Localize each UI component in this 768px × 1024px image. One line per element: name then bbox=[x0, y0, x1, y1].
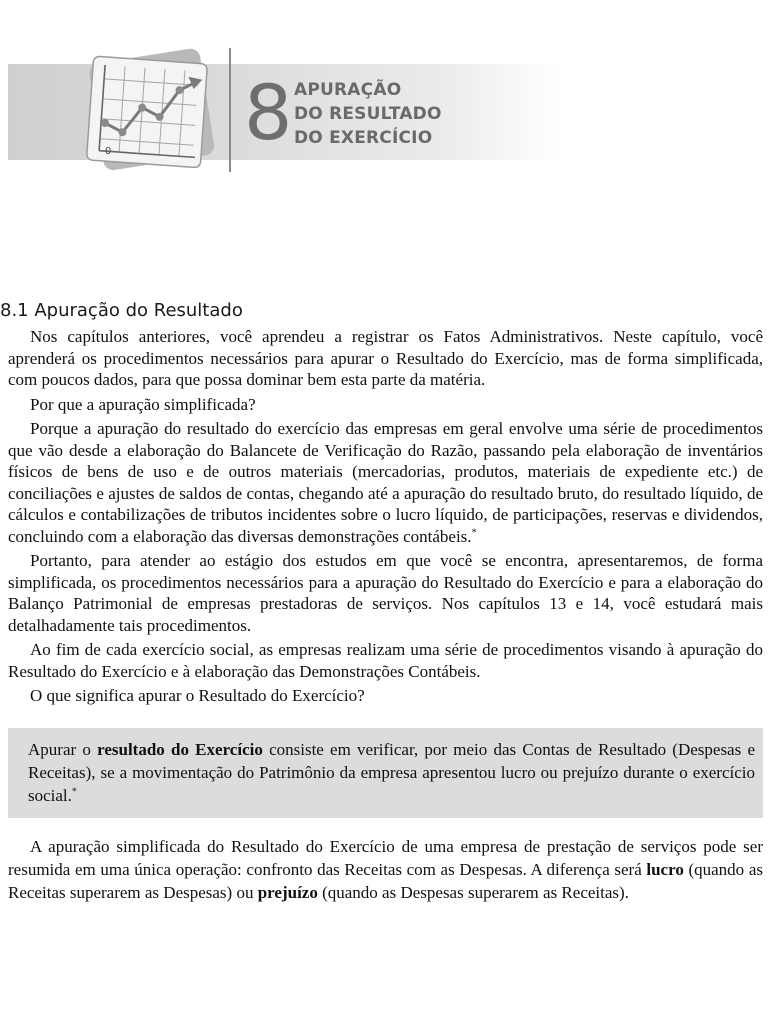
paragraph-year-end-text: Ao fim de cada exercício social, as empresas realizam uma série de procedimentos visando à apuração do Resultado do Exercício e à elaboração das Demonstrações Contábeis. bbox=[8, 640, 763, 681]
paragraph-intro-text: Nos capítulos anteriores, você aprendeu a registrar os Fatos Administrativos. Neste capítulo, você aprenderá os procedimentos necessários para apurar o Resultado do Exercício, mas de forma simplificada, com poucos dados, para que possa dominar bem esta parte da matéria. bbox=[8, 327, 763, 389]
footnote-mark: * bbox=[471, 526, 477, 538]
definition-box bbox=[8, 728, 763, 818]
paragraph-intro bbox=[8, 326, 763, 391]
paragraph-question-1-text: Por que a apuração simplificada? bbox=[30, 394, 256, 414]
body-text bbox=[8, 326, 763, 707]
paragraph-question-2 bbox=[8, 685, 763, 707]
chapter-title-line-2: DO RESULTADO bbox=[294, 104, 442, 124]
definition-lead: Apurar o bbox=[28, 740, 98, 759]
closing-text bbox=[8, 835, 763, 904]
chapter-header bbox=[0, 0, 768, 190]
closing-part-1: A apuração simplificada do Resultado do Exercício de uma empresa de prestação de serviços pode ser resumida em uma única operação: confronto das Receitas com as Despesas. A diferença será bbox=[8, 837, 763, 879]
definition-term: resultado do Exercício bbox=[97, 740, 263, 759]
closing-term-prejuizo: prejuízo bbox=[257, 883, 318, 902]
closing-part-2: (quando as Receitas superarem as Despesas) ou bbox=[8, 860, 763, 902]
definition-text bbox=[28, 738, 755, 807]
paragraph-explanation-text: Porque a apuração do resultado do exercício das empresas em geral envolve uma série de procedimentos que vão desde a elaboração do Balancete de Verificação do Razão, passando pela elaboração de inventários físicos de bens de uso e de outros materiais (mercadorias, produtos, materiais de expediente etc.) de conciliações e ajustes de saldos de contas, chegando até a apuração do resultado bruto, do resultado líquido, de cálculos e contabilizações de tributos incidentes sobre o lucro líquido, de participações, reservas e dividendos, concluindo com a elaboração das diversas demonstrações contábeis. bbox=[8, 419, 763, 546]
chapter-title-line-3: DO EXERCÍCIO bbox=[294, 128, 433, 148]
closing-term-lucro: lucro bbox=[646, 860, 684, 879]
paragraph-scope-text: Portanto, para atender ao estágio dos estudos em que você se encontra, apresentaremos, de forma simplificada, os procedimentos necessários para a apuração do Resultado do Exercício e para a elaboração do Balanço Patrimonial de empresas prestadoras de serviços. Nos capítulos 13 e 14, você estudará mais detalhadamente tais procedimentos. bbox=[8, 551, 763, 635]
paragraph-question-1 bbox=[8, 394, 763, 416]
paragraph-explanation bbox=[8, 418, 763, 547]
paragraph-question-2-text: O que significa apurar o Resultado do Exercício? bbox=[30, 686, 365, 705]
chapter-number: 8 bbox=[244, 68, 291, 157]
paragraph-closing bbox=[8, 835, 763, 904]
line-chart-icon bbox=[78, 46, 218, 176]
closing-part-3: (quando as Despesas superarem as Receitas). bbox=[317, 883, 629, 902]
paragraph-scope bbox=[8, 550, 763, 636]
header-divider bbox=[229, 48, 231, 172]
chapter-title bbox=[294, 78, 442, 150]
section-heading: 8.1 Apuração do Resultado bbox=[0, 300, 243, 321]
definition-footnote-mark: * bbox=[71, 786, 77, 798]
chart-icon-axis-label: 0 bbox=[105, 146, 112, 157]
definition-rest: consiste em verificar, por meio das Contas de Resultado (Despesas e Receitas), se a movimentação do Patrimônio da empresa apresentou lucro ou prejuízo durante o exercício social. bbox=[28, 740, 755, 805]
paragraph-year-end bbox=[8, 639, 763, 682]
chapter-title-line-1: APURAÇÃO bbox=[294, 80, 402, 100]
